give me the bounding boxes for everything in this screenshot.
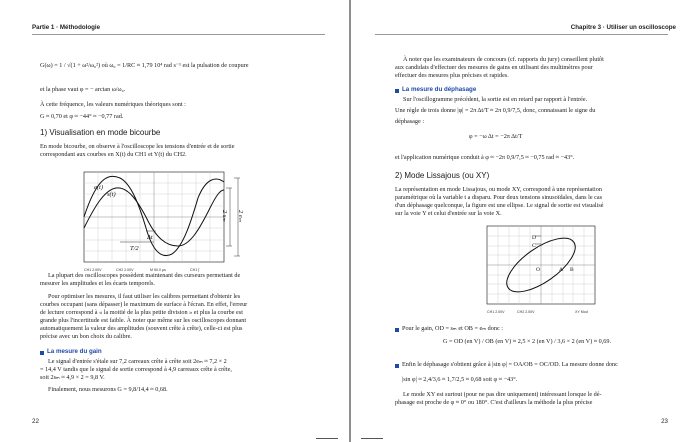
body-text-line: Pour optimiser les mesures, il faut utiliser les calibres permettant d'obtenir les [48, 293, 241, 300]
body-text-line: grande plus l'incertitude est faible. À noter que même sur les oscilloscopes donnant [40, 317, 247, 324]
bullet-square-icon [395, 89, 399, 93]
body-text-line: En mode bicourbe, on observe à l'oscilloscope les tensions d'entrée et de sortie [40, 143, 235, 150]
body-text-line: La plupart des oscilloscopes possèdent maintenant des curseurs permettant de [48, 272, 241, 279]
point-C: C [532, 243, 536, 249]
body-text-line: La représentation en mode Lissajous, ou mode XY, correspond à une représentation [395, 186, 602, 193]
body-text-line: G ≈ 0,70 et φ ≈ −44° ≈ −0,77 rad. [40, 113, 124, 120]
page-number: 23 [661, 418, 668, 425]
body-text-line: courbes occupant (sans dépasser) le maximum de surface à l'écran. En effet, l'erreur [40, 301, 248, 308]
fold-mark [316, 438, 338, 439]
gain-equation: G = OD (en V) / OB (en V) ≈ 2,5 × 2 (en V) / 3,6 × 2 (en V) ≈ 0,69. [443, 338, 612, 345]
gain-bullet: Pour le gain, OD = sₘ et OB = eₘ donc : [402, 325, 503, 332]
status-ch2: CH2 2.00V [517, 310, 535, 314]
point-D: D [532, 235, 536, 241]
body-text-line: précise avec un bon choix du calibre. [40, 333, 132, 340]
oscillogram-figure [80, 168, 255, 276]
label-s: s(t) [107, 191, 116, 198]
body-text-line: aux candidats d'effectuer des mesures de gains en utilisant des multimètres pour [395, 64, 593, 71]
body-text-line: mesurer les amplitudes et les écarts temporels. [40, 280, 155, 287]
label-half-period: T/2 [130, 245, 139, 252]
body-text-line: soit 2sₘ ≈ 4,9 × 2 = 9,8 V. [40, 374, 105, 381]
status-timebase: M 50.0 μs [150, 268, 166, 272]
right-page [351, 0, 700, 442]
body-text-line: Une règle de trois donne |φ| = 2π Δt/T ≈ 2π 0,9/7,5, donc, connaissant le signe du [395, 107, 596, 114]
body-text-line: déphasage : [395, 118, 425, 125]
body-text-line: À noter que les examinateurs de concours (cf. rapports du jury) conseillent plutôt [403, 56, 604, 63]
label-e: e(t) [94, 184, 104, 191]
label-2em: 2 eₘ [237, 210, 244, 222]
gain-formula: G(ω) = 1 / √(1 + ω²/ω₀²) où ω₀ = 1/RC ≈ 1,79 10⁴ rad s⁻¹ est la pulsation de coupure [40, 62, 249, 69]
header-rule [32, 34, 325, 35]
body-text-line: phasage est proche de φ ≈ 0° ou 180°. C'est d'ailleurs la méthode la plus précise [395, 399, 593, 406]
body-text-line: Le mode XY est surtout (pour ne pas dire uniquement) intéressant lorsque le dé- [403, 391, 602, 398]
point-O: O [536, 267, 540, 273]
body-text-line: automatiquement la valeur des amplitudes (souvent crête à crête), celle-ci est plus [40, 325, 243, 332]
bullet-square-icon [395, 328, 399, 332]
left-page [0, 0, 349, 442]
phase-bullet: Enfin le déphasage s'obtient grâce à |sin φ| = OA/OB = OC/OD. La mesure donne donc [402, 361, 618, 368]
point-A: A [559, 267, 563, 273]
result-line: Finalement, nous mesurons G = 9,8/14,4 ≈ 0,68. [48, 386, 168, 393]
body-text-line: = 14,4 V tandis que le signal de sortie correspond à 4,9 carreaux crête à crête, [40, 366, 232, 373]
status-ch1: CH1 2.00V [487, 310, 505, 314]
body-text-line: effectuer des mesures plus précises et rapides. [395, 72, 509, 79]
phase-equation: |sin φ| ≈ 2,4/3,6 ≈ 1,7/2,5 ≈ 0,68 soit φ ≈ −43°. [402, 376, 518, 383]
status-trigger: CH1 ∫ [190, 268, 200, 272]
subsection-title: La mesure du déphasage [402, 86, 477, 93]
lissajous-figure [483, 222, 603, 316]
status-ch2: CH2 2.00V [116, 268, 134, 272]
body-text-line: d'un déphasage quelconque, la figure est une ellipse. Le signal de sortie est visualisé [395, 202, 604, 209]
status-mode: XY Mod [575, 310, 588, 314]
section-title: 2) Mode Lissajous (ou XY) [395, 171, 490, 180]
label-delta-t: Δt [147, 234, 153, 241]
body-text-line: correspondant aux courbes en X(t) du CH1 et Y(t) du CH2. [40, 151, 187, 158]
fold-mark [361, 438, 383, 439]
body-text-line: Le signal d'entrée s'étale sur 7,2 carreaux crête à crête soit 2eₘ ≈ 7,2 × 2 [48, 358, 227, 365]
phase-equation: φ = −ω Δt = −2π Δt/T [469, 133, 523, 140]
body-text-line: Sur l'oscillogramme précédent, la sortie est en retard par rapport à l'entrée. [403, 96, 588, 103]
numeric-result: et l'application numérique conduit à φ ≈ −2π 0,9/7,5 ≈ −0,75 rad ≈ −43°. [395, 154, 575, 161]
bullet-square-icon [40, 351, 44, 355]
body-text-line: paramétrique où la variable t a disparu. Pour deux tensions sinusoïdales, dans le cas [395, 194, 603, 201]
running-header: Partie 1 · Méthodologie [32, 24, 101, 31]
phase-formula: et la phase vaut φ = − arctan ω/ω₀. [40, 86, 126, 93]
subsection-title: La mesure du gain [47, 348, 102, 355]
body-text-line: sur la voie Y et celui d'entrée sur la voie X. [395, 210, 502, 217]
body-text-line: À cette fréquence, les valeurs numériques théoriques sont : [40, 101, 186, 108]
label-2sm: 2 sₘ [221, 210, 228, 222]
section-title: 1) Visualisation en mode bicourbe [40, 128, 161, 137]
bullet-square-icon [395, 364, 399, 368]
header-rule [375, 34, 668, 35]
point-B: B [570, 267, 574, 273]
body-text-line: de lecture correspond à « la moitié de la plus petite division » et plus la courbe est [40, 309, 243, 316]
status-ch1: CH1 2.00V [84, 268, 102, 272]
running-header: Chapitre 3 · Utiliser un oscilloscope [570, 24, 676, 31]
page-number: 22 [32, 418, 39, 425]
